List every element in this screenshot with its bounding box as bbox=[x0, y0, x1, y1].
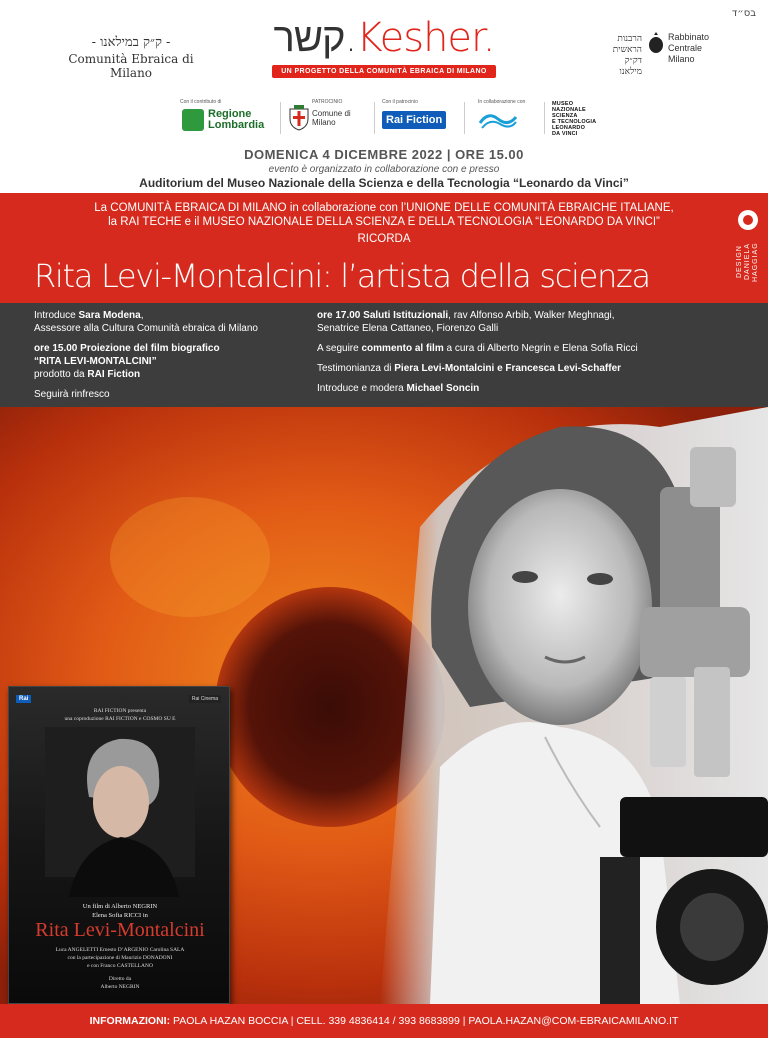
divider bbox=[280, 102, 281, 134]
rai-fiction-label: Rai Fiction bbox=[382, 111, 446, 129]
comunita-ebraica-logo bbox=[56, 34, 206, 80]
dvd-cast-also: e con Franco CASTELLANO bbox=[87, 963, 153, 969]
lombardia-rose-icon bbox=[182, 109, 204, 131]
text: prodotto da bbox=[34, 369, 88, 380]
speaker-name: Sara Modena bbox=[78, 310, 141, 321]
divider bbox=[374, 102, 375, 134]
event-organized-note: evento è organizzato in collaborazione con e presso bbox=[268, 164, 500, 175]
program-band bbox=[0, 303, 768, 407]
program-film-title bbox=[34, 355, 314, 368]
rai-caption: Con il patrocinio bbox=[382, 99, 418, 105]
program-greetings bbox=[317, 309, 737, 322]
commentary-label: commento al film bbox=[361, 343, 444, 354]
museo-name-line: SCIENZA bbox=[552, 113, 578, 119]
rabbinato-hebrew-line: דק״ק מילאנו bbox=[619, 56, 642, 77]
rabbinato-hebrew bbox=[606, 34, 642, 78]
rabbinato-hebrew-line: הרבנות bbox=[617, 34, 642, 44]
rabbinato-italian-line: Centrale bbox=[668, 43, 703, 53]
museo-name-line: NAZIONALE bbox=[552, 107, 586, 113]
milano-shield-icon bbox=[288, 105, 310, 131]
ucei-caption: In collaborazione con bbox=[478, 99, 526, 105]
credit-line: DANIELA bbox=[744, 243, 751, 281]
dvd-coproduction: una coproduzione RAI FICTION e COSMO SU E bbox=[64, 716, 176, 722]
producer-name: RAI Fiction bbox=[87, 369, 141, 380]
banner-line-1: La COMUNITÀ EBRAICA DI MILANO in collaborazione con l’UNIONE DELLE COMUNITÀ EBRAICHE ITALIANE, bbox=[94, 202, 674, 214]
sponsor-logos bbox=[180, 99, 600, 139]
comune-name bbox=[312, 109, 351, 127]
museo-name-line: LEONARDO bbox=[552, 125, 586, 131]
text: Testimonianza di bbox=[317, 363, 395, 374]
program-refreshment: Seguirà rinfresco bbox=[34, 389, 110, 400]
dvd-directed-label: Diretto da bbox=[108, 976, 132, 982]
dvd-starring: Elena Sofia RICCI in bbox=[92, 912, 148, 919]
program-right-column bbox=[317, 309, 737, 395]
credit-line: DESIGN bbox=[736, 245, 743, 279]
text: , rav Alfonso Arbib, Walker Meghnagi, bbox=[448, 310, 615, 321]
regione-caption: Con il contributo di bbox=[180, 99, 222, 105]
greetings-label: ore 17.00 Saluti Istituzionali bbox=[317, 310, 449, 321]
regione-name-line: Lombardia bbox=[208, 119, 265, 131]
regione-lombardia-logo bbox=[180, 99, 275, 137]
program-commentary bbox=[317, 342, 737, 355]
comune-name-line: Milano bbox=[312, 118, 336, 127]
program-moderator bbox=[317, 382, 737, 395]
text: A seguire bbox=[317, 343, 362, 354]
program-greetings-names: Senatrice Elena Cattaneo, Fiorenzo Galli bbox=[317, 323, 499, 334]
dvd-cast: Luca ANGELETTI Ernesto D’ARGENIO Carolina SALA bbox=[55, 947, 185, 953]
rai-fiction-logo bbox=[382, 99, 448, 137]
text: a cura di Alberto Negrin e Elena Sofia Ricci bbox=[443, 343, 638, 354]
kesher-latin: Kesher. bbox=[356, 15, 495, 61]
museo-name-line: E TECNOLOGIA bbox=[552, 119, 597, 125]
page-title: Rita Levi-Montalcini: l’artista della scienza bbox=[34, 257, 650, 295]
rabbinato-logo bbox=[606, 30, 736, 77]
text: Introduce bbox=[34, 310, 79, 321]
regione-name bbox=[208, 109, 264, 131]
banner-ricorda: RICORDA bbox=[357, 233, 411, 245]
divider bbox=[464, 102, 465, 134]
designer-credit bbox=[736, 210, 760, 290]
film-title: “RITA LEVI-MONTALCINI” bbox=[34, 356, 157, 367]
program-intro-role: Assessore alla Cultura Comunità ebraica di Milano bbox=[34, 323, 258, 334]
regione-name-line: Regione bbox=[208, 108, 252, 120]
rabbinato-hebrew-line: הראשית bbox=[612, 45, 642, 55]
moderator-name: Michael Soncin bbox=[406, 383, 480, 394]
dvd-presents: RAI FICTION presenta bbox=[93, 708, 147, 714]
designer-credit-text bbox=[736, 236, 760, 288]
ucei-wave-icon bbox=[478, 109, 518, 131]
kesher-wordmark bbox=[270, 16, 498, 60]
rabbinato-italian-line: Rabbinato bbox=[668, 32, 710, 42]
kesher-hebrew: קשר. bbox=[273, 15, 357, 61]
ucei-logo bbox=[478, 99, 542, 137]
dvd-title: Rita Levi-Montalcini bbox=[35, 919, 205, 941]
rabbinato-italian bbox=[668, 32, 709, 65]
museo-name-line: DA VINCI bbox=[552, 131, 578, 137]
screening-label: ore 15.00 Proiezione del film biografico bbox=[34, 343, 220, 354]
left-org-italian: Comunità Ebraica di Milano bbox=[68, 52, 194, 80]
testimony-names: Piera Levi-Montalcini e Francesca Levi-Schaffer bbox=[394, 363, 622, 374]
pomegranate-icon bbox=[648, 32, 664, 54]
dvd-cover bbox=[8, 686, 230, 1004]
banner-line-2: la RAI TECHE e il MUSEO NAZIONALE DELLA SCIENZA E DELLA TECNOLOGIA “LEONARDO DA VINCI” bbox=[108, 216, 660, 228]
program-left-column bbox=[34, 309, 314, 401]
text: , bbox=[140, 310, 144, 321]
divider bbox=[544, 102, 545, 134]
kesher-logo bbox=[270, 16, 498, 78]
museo-name-line: MUSEO bbox=[552, 101, 574, 107]
program-producer bbox=[34, 368, 314, 381]
program-screening-time bbox=[34, 342, 314, 355]
museo-scienza-logo bbox=[552, 99, 604, 137]
designer-badge-icon bbox=[738, 210, 758, 230]
title-banner bbox=[0, 193, 768, 303]
kesher-tagline: UN PROGETTO DELLA COMUNITÀ EBRAICA DI MILANO bbox=[272, 65, 496, 78]
footer-contact: PAOLA HAZAN BOCCIA | CELL. 339 4836414 / 393 8683899 | PAOLA.HAZAN@COM-EBRAICAMILANO.IT bbox=[170, 1015, 679, 1027]
text: Introduce e modera bbox=[317, 383, 407, 394]
rai-logo: Rai bbox=[16, 695, 31, 703]
dvd-director: Alberto NEGRIN bbox=[100, 984, 140, 990]
info-footer bbox=[0, 1004, 768, 1038]
footer-label: INFORMAZIONI: bbox=[89, 1015, 171, 1027]
credit-line: HAGGIAG bbox=[752, 242, 759, 282]
comune-caption: PATROCINIO bbox=[312, 99, 343, 105]
program-testimony bbox=[317, 362, 737, 375]
dvd-cast-participation: con la partecipazione di Maurizio DONADONI bbox=[67, 955, 173, 961]
dvd-film-by: Un film di Alberto NEGRIN bbox=[82, 903, 158, 910]
left-org-hebrew: - ק״ק במילאנו - bbox=[91, 35, 171, 50]
rai-cinema-logo: Rai Cinema bbox=[189, 695, 221, 703]
museo-name bbox=[552, 101, 596, 137]
rabbinato-italian-line: Milano bbox=[668, 54, 695, 64]
comune-milano-logo bbox=[288, 99, 358, 137]
event-venue: Auditorium del Museo Nazionale della Scienza e della Tecnologia “Leonardo da Vinci” bbox=[139, 176, 629, 190]
bsd-mark: בס״ד bbox=[731, 8, 756, 19]
comune-name-line: Comune di bbox=[312, 109, 351, 118]
program-intro bbox=[34, 309, 314, 322]
event-date: DOMENICA 4 DICEMBRE 2022 | ORE 15.00 bbox=[244, 147, 524, 162]
